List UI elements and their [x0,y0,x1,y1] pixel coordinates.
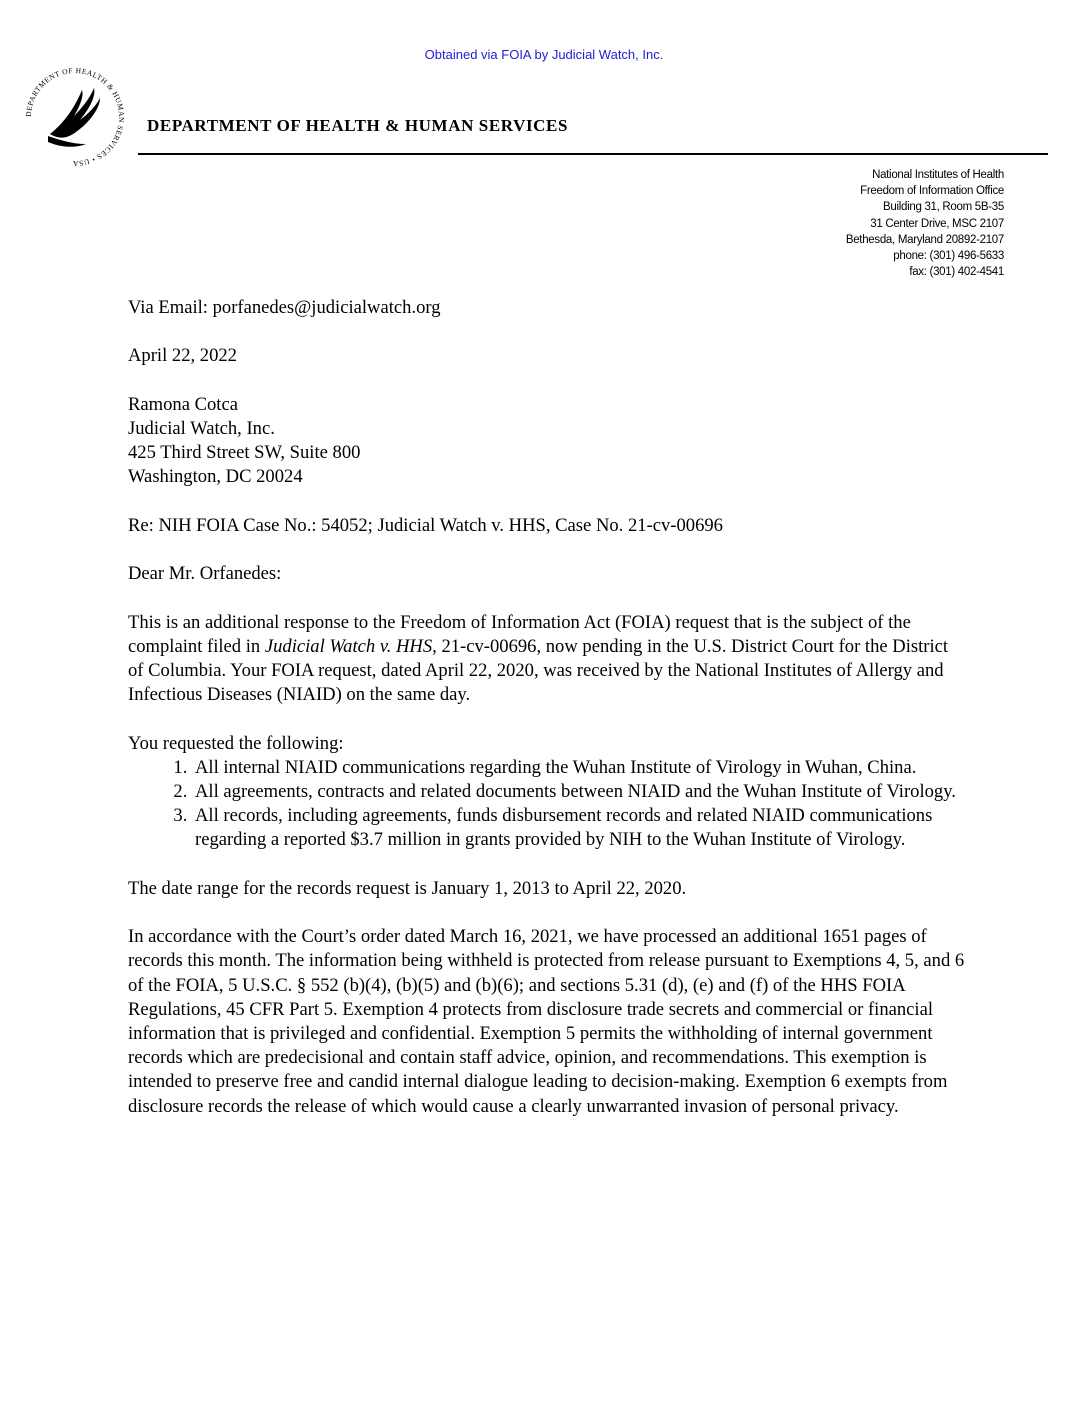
address-line: Building 31, Room 5B-35 [883,201,1004,214]
address-line: Freedom of Information Office [860,185,1004,198]
intro-paragraph: This is an additional response to the Freedom of Information Act (FOIA) request that is the subject of the complaint filed in Judicial Watch v. HHS, 21-cv-00696, now pending in the U.S. District Court for the District of Columbia. Your FOIA request, dated April 22, 2020, was received by the National Institutes of Allergy and Infectious Diseases (NIAID) on the same day. [128,611,949,706]
letter-date: April 22, 2022 [128,345,237,367]
via-email-line: Via Email: porfanedes@judicialwatch.org [128,297,441,318]
letter-body [128,296,968,1143]
hhs-eagle-seal-icon [20,62,130,172]
date-range-paragraph: The date range for the records request is January 1, 2013 to April 22, 2020. [128,877,687,899]
address-line: Bethesda, Maryland 20892-2107 [845,233,1004,246]
address-line: 31 Center Drive, MSC 2107 [870,217,1004,230]
address-line: National Institutes of Health [872,169,1004,181]
department-title: DEPARTMENT OF HEALTH & HUMAN SERVICES [147,116,569,135]
fax-number: fax: (301) 402-4541 [909,266,1004,279]
salutation: Dear Mr. Orfanedes: [128,563,282,585]
foia-banner: Obtained via FOIA by Judicial Watch, Inc. [424,47,664,62]
header-divider [138,153,1048,155]
seal-ring-text: DEPARTMENT OF HEALTH & HUMAN SERVICES • USA [23,65,127,169]
office-address [846,167,1004,280]
requested-item: 2. All agreements, contracts and related documents between NIAID and the Wuhan Institute of Virology. [192,780,968,804]
recipient-org: Judicial Watch, Inc. [128,417,275,439]
requested-item: 3. All records, including agreements, funds disbursement records and related NIAID communications regarding a reported $3.7 million in grants provided by NIH to the Wuhan Institute of Virology. [192,804,968,852]
requested-intro: You requested the following: [128,732,344,754]
exemptions-paragraph: In accordance with the Court’s order dated March 16, 2021, we have processed an additional 1651 pages of records this month. The information being withheld is protected from release pursuant to Exemptions 4, 5, and 6 of the FOIA, 5 U.S.C. § 552 (b)(4), (b)(5) and (b)(6); and sections 5.31 (d), (e) and (f) of the HHS FOIA Regulations, 45 CFR Part 5. Exemption 4 protects from disclosure trade secrets and commercial or financial information that is privileged and confidential. Exemption 5 permits the withholding of internal government records which are predecisional and contain staff advice, opinion, and recommendations. This exemption is intended to preserve free and candid internal dialogue leading to decision-making. Exemption 6 exempts from disclosure records the release of which would cause a clearly unwarranted invasion of personal privacy. [128,926,965,1117]
recipient-name: Ramona Cotca [128,393,238,415]
re-line: Re: NIH FOIA Case No.: 54052; Judicial Watch v. HHS, Case No. 21-cv-00696 [128,514,723,536]
phone-number: phone: (301) 496-5633 [893,250,1004,263]
case-name: Judicial Watch v. HHS [264,635,433,657]
recipient-city: Washington, DC 20024 [128,466,303,488]
recipient-block [128,393,968,490]
requested-item: 1. All internal NIAID communications regarding the Wuhan Institute of Virology in Wuhan, China. [192,756,968,780]
recipient-street: 425 Third Street SW, Suite 800 [128,442,361,464]
requested-items-list [128,756,968,853]
